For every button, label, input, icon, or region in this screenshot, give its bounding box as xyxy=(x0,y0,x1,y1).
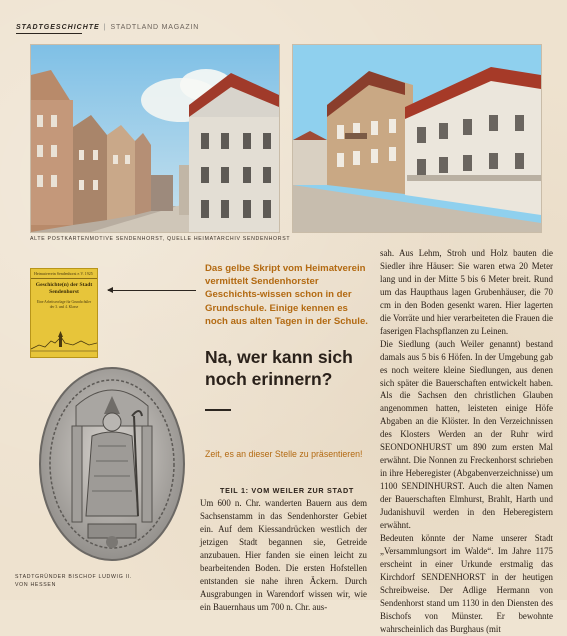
magazine-label: STADTLAND MAGAZIN xyxy=(110,23,200,31)
postcard-photo-left xyxy=(30,44,280,233)
postcard-photo-right xyxy=(292,44,542,233)
headline-divider xyxy=(205,409,231,411)
header-separator: | xyxy=(103,23,107,31)
bishop-seal-image xyxy=(38,366,186,562)
article-subheading: TEIL 1: VOM WEILER ZUR STADT xyxy=(220,486,354,495)
section-label: STADTGESCHICHTE xyxy=(16,23,100,31)
article-column-2 xyxy=(380,247,553,636)
article-column-1 xyxy=(200,486,367,614)
photo-caption: ALTE POSTKARTENMOTIVE SENDENHORST, QUELLE HEIMATARCHIV SENDENHORST xyxy=(30,236,291,242)
header-rule xyxy=(16,33,82,34)
article-paragraph: Um 600 n. Chr. wanderten Bauern aus dem Sachsenstamm in das Sendenhorster Gebiet ein. Auf dem Kiessandrücken westlich der jetzigen Stadt begannen sie, Getreide anzubauen. Hier fanden sie einen leicht zu bearbeitenden Boden. Die ersten Hofstellen entstanden sie nahe ihren Äckern. Durch Ausgrabungen in Warendorf wissen wir, wie ein Bauernhaus um 700 n. Chr. aus- xyxy=(200,498,367,613)
page-header xyxy=(16,20,199,34)
seal-caption: STADTGRÜNDER BISCHOF LUDWIG II. VON HESSEN xyxy=(15,574,132,589)
article-paragraph: Die Siedlung (auch Weiler genannt) bestand damals aus 5 bis 6 Höfen. In der Umgebung gab es noch weitere kleine Siedlungen, aus denen sich später die Bauerschaften entwickelt haben. Als die Sachsen den christlichen Glauben angenommen hatten, leisteten einige Höfe Abgaben an die Klöster. In den Verzeichnissen des Klosters Werden an der Ruhr wird SEONDONHURST um 890 zum ersten Mal erwähnt. Die Nonnen zu Freckenhorst schrieben in ihre Heberegister (Abgabenverzeichnisse) um 1100 SENDINHURST. Auch die alten Namen der Bauerschaften Elmhurst, Brahlt, Harth und Judanishuvil werden in den Heberegistern erwähnt. xyxy=(380,338,553,531)
booklet-title: Geschichte(n) der Stadt Sendenhorst xyxy=(35,282,93,295)
booklet-publisher: Heimatverein Sendenhorst e.V. 1925 xyxy=(31,269,97,279)
article-paragraph: Bedeuten könnte der Name unserer Stadt „Versammlungsort im Walde“. Im Jahre 1175 erscheint in einer Urkunde erstmalig das Kirchdorf SENDENHORST in der heutigen Schreibweise. Der Adlige Hermann von Sendenhorst stand um 1130 in den Diensten des Bischofs von Münster. Er bewohnte wahrscheinlich das Burghaus (mit xyxy=(380,532,553,634)
heimatverein-booklet-cover xyxy=(30,268,98,358)
zeit-tagline: Zeit, es an dieser Stelle zu präsentieren! xyxy=(205,449,363,459)
intro-text: Das gelbe Skript vom Heimatverein vermittelt Sendenhorster Geschichts-wissen schon in der Grundschule. Einige kennen es noch aus alten Tagen in der Schule. xyxy=(205,263,368,327)
article-paragraph: sah. Aus Lehm, Stroh und Holz bauten die Siedler ihre Häuser: Sie waren etwa 20 Meter lang und in der Mitte 5 bis 6 Meter breit. Rund um das Haupthaus lagen Grubenhäuser, die 70 cm in den Boden gesenkt waren. Hier lagerten die Vorräte und hier verarbeiteten die Frauen die faserigen Flachspflanzen zu Leinen. xyxy=(380,248,553,336)
pointer-arrow xyxy=(108,290,196,291)
page-headline: Na, wer kann sich noch erinnern? xyxy=(205,347,353,389)
booklet-town-illustration xyxy=(31,331,97,357)
booklet-subtitle: Eine Arbeitsvorlage für Grundschüler der 3. und 4. Klasse xyxy=(36,299,92,309)
